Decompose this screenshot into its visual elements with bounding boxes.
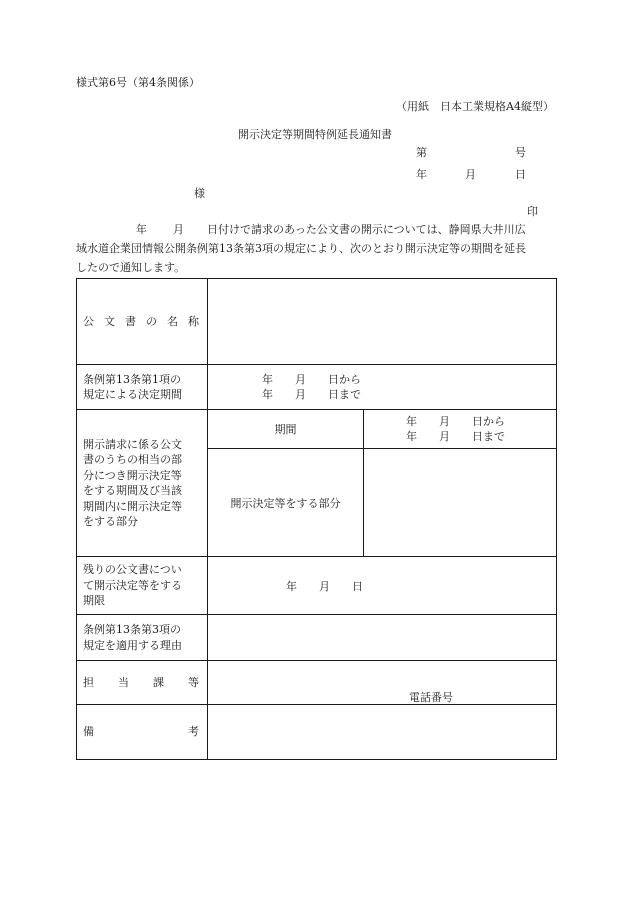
label-decision-period xyxy=(77,365,208,410)
value-reason[interactable] xyxy=(208,615,557,661)
row3-label-2: 分につき開示決定等 xyxy=(83,468,182,482)
row6-label-2: 課 xyxy=(153,675,164,689)
label-remarks xyxy=(77,705,208,760)
value-decision-period[interactable] xyxy=(208,365,557,410)
label-decision-period-line1: 条例第13条第1項の xyxy=(83,372,181,386)
row3-label-3: をする期間及び当該 xyxy=(83,484,182,497)
seal-mark: 印 xyxy=(527,205,538,218)
partial-period-from: 年 月 日から xyxy=(406,415,505,428)
row-remaining-deadline xyxy=(77,557,557,615)
row4-label-0: 残りの公文書につい xyxy=(83,563,182,577)
value-disclosure-part[interactable] xyxy=(364,449,557,557)
row1-label-0: 公 xyxy=(83,314,94,328)
row3-label-1: 書のうちの相当の部 xyxy=(83,453,182,466)
row1-label-2: 書 xyxy=(125,314,136,328)
body-line-2: 域水道企業団情報公開条例第13条第3項の規定により、次のとおり開示決定等の期間を延長 xyxy=(76,242,526,255)
issue-date-day: 日 xyxy=(515,168,526,181)
row4-label-2: 期限 xyxy=(83,594,105,608)
row-remarks xyxy=(77,705,557,760)
row-document-name xyxy=(77,279,557,365)
label-remaining-deadline xyxy=(77,557,208,615)
form-number: 様式第6号（第4条関係） xyxy=(76,76,200,89)
issue-date-year: 年 xyxy=(416,168,427,181)
phone-number-label: 電話番号 xyxy=(409,691,453,704)
row4-label-1: て開示決定等をする xyxy=(83,578,182,592)
label-period: 期間 xyxy=(208,410,364,449)
label-disclosure-part: 開示決定等をする部分 xyxy=(208,449,364,557)
row-department xyxy=(77,661,557,705)
document-title: 開示決定等期間特例延長通知書 xyxy=(238,128,392,141)
row3-label-0: 開示請求に係る公文 xyxy=(83,437,182,451)
label-decision-period-line2: 規定による決定期間 xyxy=(83,388,182,401)
value-document-name[interactable] xyxy=(208,279,557,365)
row-decision-period xyxy=(77,365,557,410)
doc-number xyxy=(416,144,526,160)
issue-date xyxy=(416,166,526,182)
doc-number-suffix: 号 xyxy=(515,146,526,159)
label-reason xyxy=(77,615,208,661)
row7-label-0: 備 xyxy=(83,725,94,739)
label-reason-line2: 規定を適用する理由 xyxy=(83,638,182,652)
row1-label-4: 名 xyxy=(167,314,178,328)
label-partial-disclosure xyxy=(77,410,208,557)
body-line-3: したので通知します。 xyxy=(76,261,186,274)
decision-period-from: 年 月 日から xyxy=(262,373,361,386)
paper-note: （用紙 日本工業規格A4縦型） xyxy=(396,100,554,113)
doc-number-prefix: 第 xyxy=(416,146,427,159)
row-reason xyxy=(77,615,557,661)
label-reason-line1: 条例第13条第3項の xyxy=(83,623,181,636)
row6-label-1: 当 xyxy=(118,675,129,689)
row-partial-period xyxy=(77,410,557,449)
value-partial-period[interactable] xyxy=(364,410,557,449)
body-line-1-text: 日付けで請求のあった公文書の開示については、静岡県大井川広 xyxy=(207,223,526,236)
row1-label-5: 称 xyxy=(188,314,199,328)
decision-period-to: 年 月 日まで xyxy=(262,388,361,401)
body-line-1 xyxy=(136,221,526,237)
addressee-suffix: 様 xyxy=(194,187,205,200)
issue-date-month: 月 xyxy=(465,168,476,181)
value-remarks[interactable] xyxy=(208,705,557,760)
value-remaining-deadline[interactable] xyxy=(208,557,557,615)
row3-label-5: をする部分 xyxy=(83,515,138,528)
row1-label-3: の xyxy=(146,314,157,328)
value-department[interactable] xyxy=(208,661,557,705)
label-department xyxy=(77,661,208,705)
row7-label-1: 考 xyxy=(188,725,199,739)
row6-label-0: 担 xyxy=(83,675,94,689)
body-month: 月 xyxy=(173,223,184,236)
label-document-name xyxy=(77,279,208,365)
body-year: 年 xyxy=(136,223,147,236)
row6-label-3: 等 xyxy=(188,675,199,689)
partial-period-to: 年 月 日まで xyxy=(406,430,505,443)
remaining-deadline-date: 年 月 日 xyxy=(286,579,363,593)
row1-label-1: 文 xyxy=(104,314,115,328)
row3-label-4: 期間内に開示決定等 xyxy=(83,499,182,513)
notice-table xyxy=(76,278,557,760)
